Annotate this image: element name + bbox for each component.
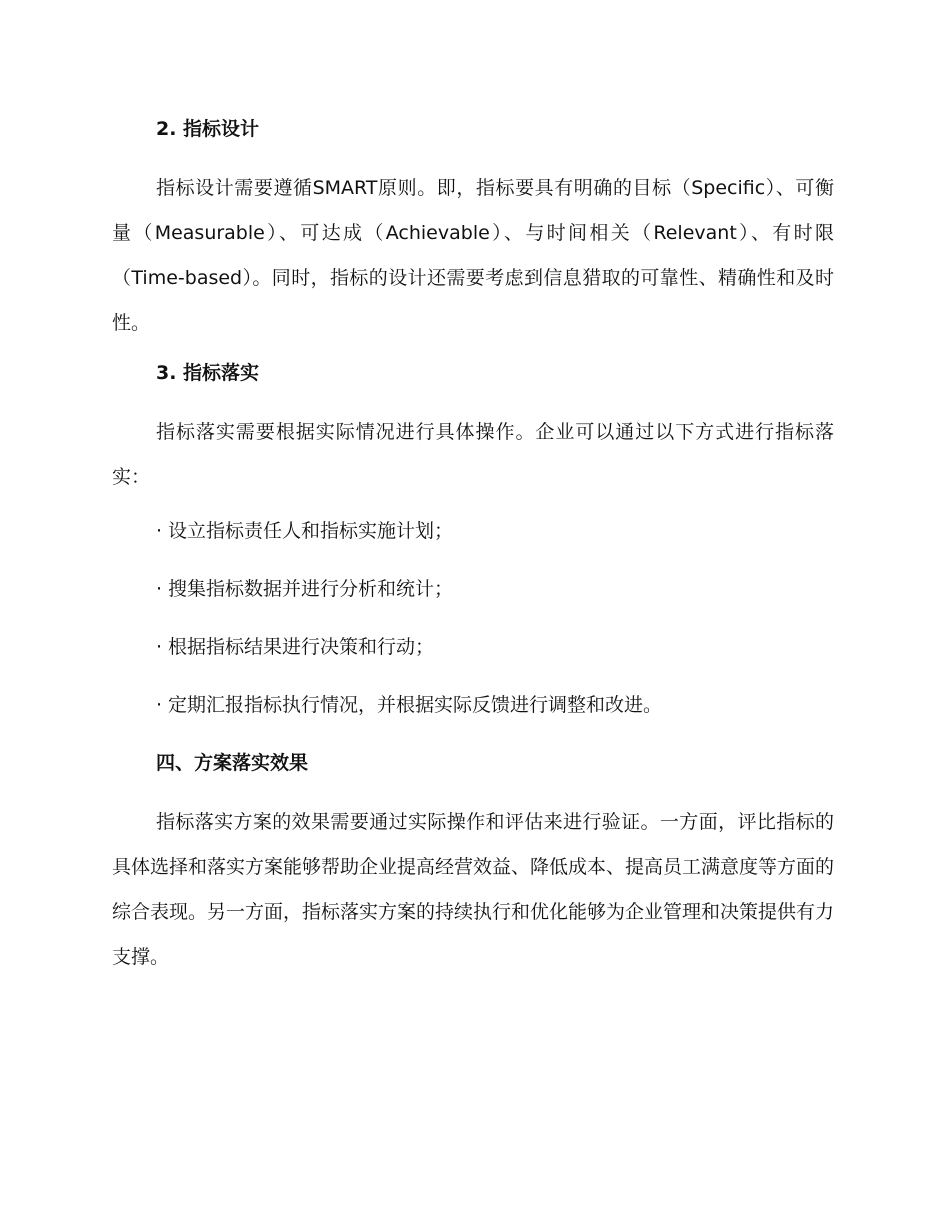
bullet-item bbox=[112, 688, 834, 722]
bullet-text: 根据指标结果进行决策和行动； bbox=[168, 636, 435, 658]
bullet-text: 设立指标责任人和指标实施计划； bbox=[168, 520, 454, 542]
section-2-paragraph: 指标设计需要遵循SMART原则。即，指标要具有明确的目标（Specific）、可衡量（Measurable）、可达成（Achievable）、与时间相关（Relevant）、有时限（Time-based）。同时，指标的设计还需要考虑到信息猎取的可靠性、精确性和及时性。 bbox=[112, 177, 834, 334]
section-4-paragraph: 指标落实方案的效果需要通过实际操作和评估来进行验证。一方面，评比指标的具体选择和落实方案能够帮助企业提高经营效益、降低成本、提高员工满意度等方面的综合表现。另一方面，指标落实方案的持续执行和优化能够为企业管理和决策提供有力支撑。 bbox=[112, 811, 835, 968]
document-body bbox=[112, 112, 834, 990]
section-2-title: 2. 指标设计 bbox=[156, 118, 260, 140]
section-4-title: 四、方案落实效果 bbox=[156, 752, 309, 774]
section-3-paragraph: 指标落实需要根据实际情况进行具体操作。企业可以通过以下方式进行指标落实： bbox=[112, 421, 834, 488]
section-3-title: 3. 指标落实 bbox=[156, 362, 260, 384]
bullet-item bbox=[112, 572, 834, 606]
bullet-text: 搜集指标数据并进行分析和统计； bbox=[168, 578, 454, 600]
bullet-mark: · bbox=[156, 578, 163, 600]
bullet-mark: · bbox=[156, 520, 163, 542]
bullet-mark: · bbox=[156, 694, 163, 716]
bullet-mark: · bbox=[156, 636, 163, 658]
bullet-item bbox=[112, 630, 834, 664]
bullet-item bbox=[112, 514, 834, 548]
bullet-text: 定期汇报指标执行情况，并根据实际反馈进行调整和改进。 bbox=[168, 694, 663, 716]
